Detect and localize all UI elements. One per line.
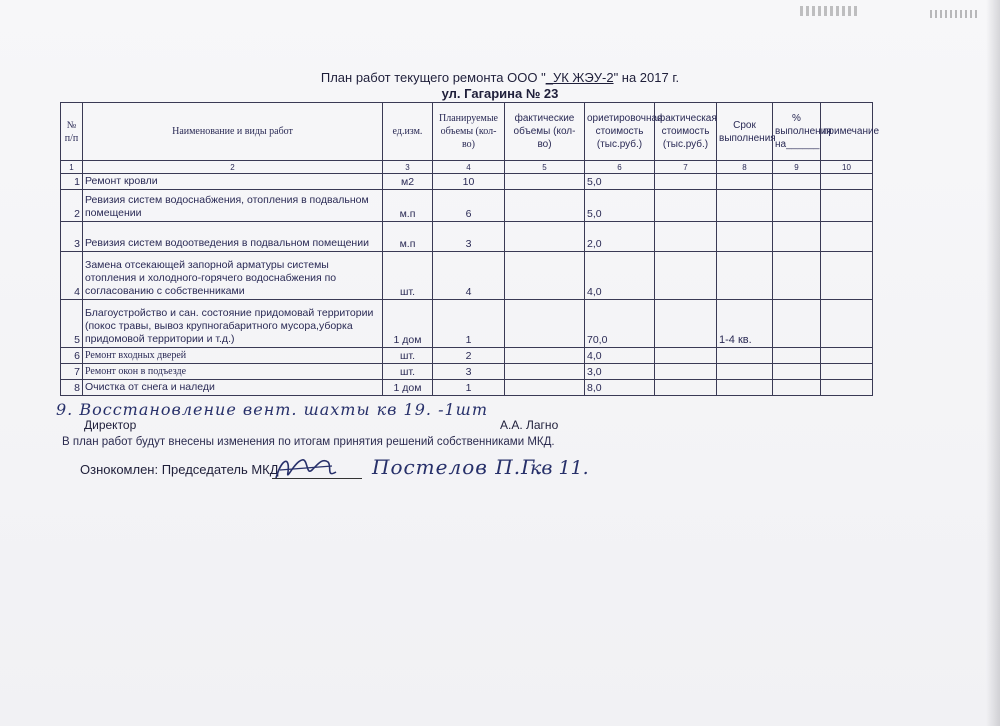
col-header-unit: ед.изм.	[383, 103, 433, 161]
unit-cell: м2	[383, 174, 433, 190]
signature-scribble	[272, 452, 342, 486]
note-cell	[821, 348, 873, 364]
title-prefix: План работ текущего ремонта ООО "	[320, 70, 546, 85]
col-header-actual: фактические объемы (кол-во)	[505, 103, 585, 161]
col-header-number: № п/п	[61, 103, 83, 161]
planned-cell: 1	[433, 300, 505, 348]
unit-cell: 1 дом	[383, 380, 433, 396]
cost-cell: 2,0	[585, 222, 655, 252]
cost-cell: 5,0	[585, 190, 655, 222]
actual-cost-cell	[655, 348, 717, 364]
col-header-planned: Планируемые объемы (кол-во)	[433, 103, 505, 161]
actual-cost-cell	[655, 252, 717, 300]
acquainted-label: Ознокомлен: Председатель МКД	[80, 462, 279, 477]
term-cell	[717, 348, 773, 364]
scan-artifact	[800, 6, 860, 16]
work-description: Благоустройство и сан. состояние придомовай территории (покос травы, вывоз крупногабаритного мусора,уборка придомовой территории и т.д.)	[83, 300, 383, 348]
table-row	[61, 300, 873, 348]
percent-cell	[773, 174, 821, 190]
actual-cell	[505, 252, 585, 300]
chairman-apartment-handwritten: кв 11.	[530, 457, 589, 479]
row-number: 4	[61, 252, 83, 300]
cost-cell: 3,0	[585, 364, 655, 380]
column-number: 4	[433, 161, 505, 174]
table-row	[61, 252, 873, 300]
column-number: 9	[773, 161, 821, 174]
percent-cell	[773, 380, 821, 396]
unit-cell: 1 дом	[383, 300, 433, 348]
director-name: А.А. Лагно	[500, 418, 559, 432]
term-cell: 1-4 кв.	[717, 300, 773, 348]
planned-cell: 10	[433, 174, 505, 190]
note-cell	[821, 300, 873, 348]
address-line: ул. Гагарина № 23	[441, 86, 559, 101]
column-number: 5	[505, 161, 585, 174]
table-row	[61, 364, 873, 380]
actual-cell	[505, 364, 585, 380]
scan-artifact	[930, 10, 978, 18]
document-title	[0, 70, 1000, 85]
row-number: 3	[61, 222, 83, 252]
actual-cost-cell	[655, 380, 717, 396]
term-cell	[717, 222, 773, 252]
actual-cost-cell	[655, 174, 717, 190]
row-number: 7	[61, 364, 83, 380]
cost-cell: 70,0	[585, 300, 655, 348]
note-cell	[821, 190, 873, 222]
percent-cell	[773, 252, 821, 300]
work-plan-table	[60, 102, 880, 396]
work-description: Ремонт входных дверей	[83, 348, 383, 364]
work-description: Ремонт кровли	[83, 174, 383, 190]
term-cell	[717, 252, 773, 300]
actual-cell	[505, 174, 585, 190]
cost-cell: 5,0	[585, 174, 655, 190]
work-description: Ревизия систем водоотведения в подвальном помещении	[83, 222, 383, 252]
col-header-actual-cost: фактическая стоимость (тыс.руб.)	[655, 103, 717, 161]
planned-cell: 3	[433, 222, 505, 252]
table-row	[61, 190, 873, 222]
cost-cell: 4,0	[585, 348, 655, 364]
percent-cell	[773, 364, 821, 380]
column-number: 8	[717, 161, 773, 174]
column-number-row	[61, 161, 873, 174]
table-row	[61, 348, 873, 364]
work-description: Ревизия систем водоснабжения, отопления в подвальном помещении	[83, 190, 383, 222]
handwritten-row-9: 9. Восстановление вент. шахты кв 19. -1шт	[56, 400, 488, 419]
note-cell	[821, 174, 873, 190]
actual-cell	[505, 190, 585, 222]
cost-cell: 4,0	[585, 252, 655, 300]
column-number: 3	[383, 161, 433, 174]
term-cell	[717, 380, 773, 396]
actual-cell	[505, 222, 585, 252]
row-number: 6	[61, 348, 83, 364]
col-header-percent: % выполнения на______	[773, 103, 821, 161]
note-cell	[821, 380, 873, 396]
term-cell	[717, 364, 773, 380]
actual-cell	[505, 300, 585, 348]
director-label: Директор	[84, 418, 137, 432]
row-number: 2	[61, 190, 83, 222]
scan-edge-shadow	[986, 0, 1000, 726]
planned-cell: 6	[433, 190, 505, 222]
table-row	[61, 222, 873, 252]
row-number: 8	[61, 380, 83, 396]
row-number: 5	[61, 300, 83, 348]
term-cell	[717, 190, 773, 222]
cost-cell: 8,0	[585, 380, 655, 396]
unit-cell: шт.	[383, 348, 433, 364]
work-description: Ремонт окон в подъезде	[83, 364, 383, 380]
footnote: В план работ будут внесены изменения по итогам принятия решений собственниками МКД.	[62, 436, 555, 448]
note-cell	[821, 222, 873, 252]
col-header-work: Наименование и виды работ	[83, 103, 383, 161]
planned-cell: 3	[433, 364, 505, 380]
col-header-note: примечание	[821, 103, 873, 161]
table-row	[61, 380, 873, 396]
column-number: 6	[585, 161, 655, 174]
work-description: Замена отсекающей запорной арматуры системы отопления и холодного-горячего водоснабжения по согласованию с собственниками	[83, 252, 383, 300]
actual-cost-cell	[655, 190, 717, 222]
unit-cell: м.п	[383, 190, 433, 222]
chairman-name-handwritten: Постелов П.Г.	[372, 455, 543, 479]
table-row	[61, 174, 873, 190]
col-header-cost: ориетировочная стоимость (тыс.руб.)	[585, 103, 655, 161]
unit-cell: шт.	[383, 364, 433, 380]
column-number: 1	[61, 161, 83, 174]
planned-cell: 1	[433, 380, 505, 396]
row-number: 1	[61, 174, 83, 190]
percent-cell	[773, 190, 821, 222]
company-name: _УК ЖЭУ-2	[545, 70, 614, 85]
unit-cell: шт.	[383, 252, 433, 300]
actual-cost-cell	[655, 300, 717, 348]
column-number: 2	[83, 161, 383, 174]
title-suffix: " на 2017 г.	[613, 70, 680, 85]
actual-cost-cell	[655, 222, 717, 252]
note-cell	[821, 252, 873, 300]
column-number: 10	[821, 161, 873, 174]
note-cell	[821, 364, 873, 380]
unit-cell: м.п	[383, 222, 433, 252]
percent-cell	[773, 222, 821, 252]
percent-cell	[773, 300, 821, 348]
term-cell	[717, 174, 773, 190]
actual-cell	[505, 348, 585, 364]
actual-cell	[505, 380, 585, 396]
actual-cost-cell	[655, 364, 717, 380]
percent-cell	[773, 348, 821, 364]
table-header-row	[61, 103, 873, 161]
work-description: Очистка от снега и наледи	[83, 380, 383, 396]
planned-cell: 4	[433, 252, 505, 300]
planned-cell: 2	[433, 348, 505, 364]
column-number: 7	[655, 161, 717, 174]
col-header-term: Срок выполнения	[717, 103, 773, 161]
